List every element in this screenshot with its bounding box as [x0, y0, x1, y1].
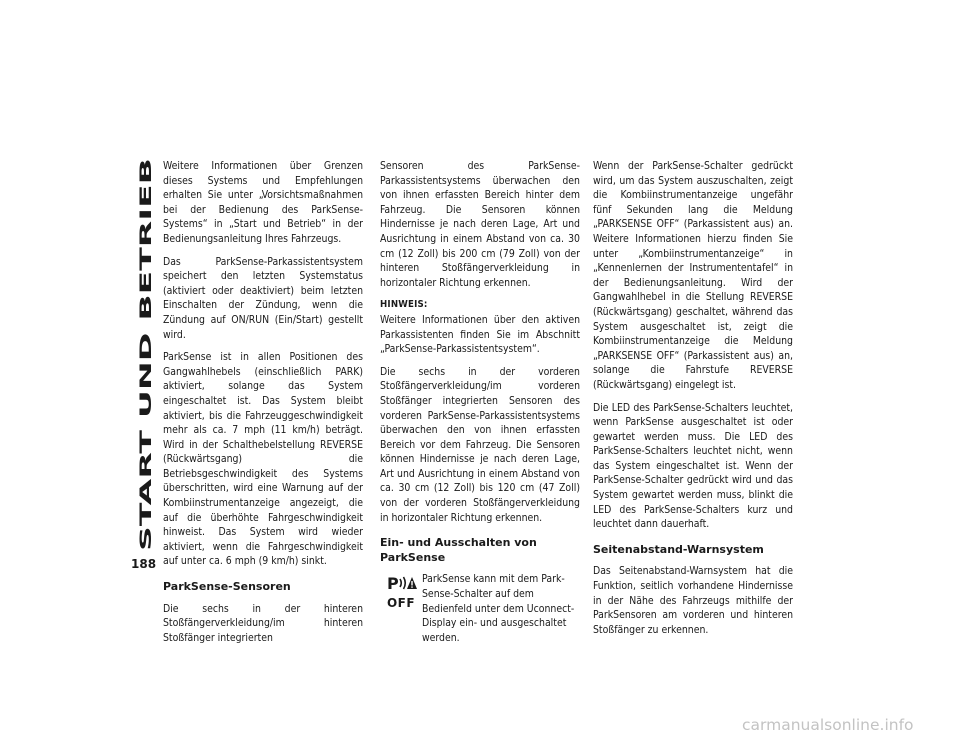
- paragraph: Die sechs in der vorderen Stoßfängerverkleidung/im vorderen Stoßfänger integrierten Sensoren des vorderen ParkSense-Parkassistentsystems überwachen den von ihnen erfassten Bereich vor dem Fahrzeug. Die Sensoren können Hindernisse je nach deren Lage, Art und Ausrichtung in einem Abstand von ca. 30 cm (12 Zoll) bis 120 cm (47 Zoll) von der vorderen Stoßfängerverkleidung in horizontaler Richtung erkennen.: [380, 365, 580, 524]
- paragraph: Sensoren des ParkSense-Parkassistentsystems überwachen den von ihnen erfassten Bereich hinter dem Fahrzeug. Die Sensoren können Hindernisse je nach deren Lage, Art und Ausrichtung in einem Abstand von ca. 30 cm (12 Zoll) bis 200 cm (79 Zoll) von der hinteren Stoßfängerverkleidung in horizontaler Richtung erkennen.: [380, 160, 580, 289]
- side-title-text: START UND BETRIEB: [137, 373, 155, 551]
- note: [380, 298, 580, 356]
- off-label: OFF: [386, 596, 416, 611]
- paragraph: ParkSense kann mit dem Park-Sense-Schalter auf dem Bedienfeld unter dem Uconnect-Display ein- und ausgeschaltet werden.: [422, 573, 575, 644]
- svg-text:P: P: [387, 574, 399, 593]
- column-3: [593, 159, 793, 645]
- page-number: 188: [131, 557, 157, 571]
- paragraph: ParkSense ist in allen Positionen des Gangwahlhebels (einschließlich PARK) aktiviert, solange das System eingeschaltet ist. Das System bleibt aktiviert, bis die Fahrzeuggeschwindigkeit mehr als ca. 7 mph (11 km/h) beträgt. Wird in der Schalthebelstellung REVERSE (Rückwärtsgang) die Betriebsgeschwindigkeit des Systems überschritten, wird eine Warnung auf der Kombiinstrumentanzeige angezeigt, die auf die überhöhte Fahrgeschwindigkeit hinweist. Das System wird wieder aktiviert, wenn die Fahrgeschwindigkeit auf unter ca. 6 mph (9 km/h) sinkt.: [163, 351, 363, 568]
- paragraph: Das ParkSense-Parkassistentsystem speichert den letzten Systemstatus (aktiviert oder deaktiviert) beim letzten Einschalten der Zündung, wenn die Zündung auf ON/RUN (Ein/Start) gestellt wird.: [163, 255, 363, 341]
- parksense-off-icon: [380, 572, 422, 610]
- column-1: [163, 159, 363, 653]
- paragraph: Weitere Informationen über Grenzen dieses Systems und Empfehlungen erhalten Sie unter „Vorsichtsmaßnahmen bei der Bedienung des ParkSense-Systems“ in „Start und Betrieb“ in der Bedienungsanleitung Ihres Fahrzeugs.: [163, 160, 363, 245]
- watermark: carmanualsonline.info: [742, 716, 914, 734]
- section-side-title: [133, 158, 157, 553]
- note-text: Weitere Informationen über den aktiven Parkassistenten finden Sie im Abschnitt „ParkSense-Parkassistentsystem“.: [380, 313, 580, 356]
- section-heading: Ein- und Ausschalten von ParkSense: [380, 536, 537, 564]
- section-heading: ParkSense-Sensoren: [163, 580, 291, 594]
- paragraph: Wenn der ParkSense-Schalter gedrückt wird, um das System auszuschalten, zeigt die Kombiinstrumentanzeige ungefähr fünf Sekunden lang die Meldung „PARKSENSE OFF“ (Parkassistent aus) an. Weitere Informationen hierzu finden Sie unter „Kombiinstrumentanzeige“ in „Kennenlernen der Instrumententafel“ in der Bedienungsanleitung. Wird der Gangwahlhebel in die Stellung REVERSE (Rückwärtsgang) geschaltet, während das System ausgeschaltet ist, zeigt die Kombiinstrumentanzeige die Meldung „PARKSENSE OFF“ (Parkassistent aus) an, solange die Fahrstufe REVERSE (Rückwärtsgang) eingelegt ist.: [593, 160, 793, 391]
- paragraph: Das Seitenabstand-Warnsystem hat die Funktion, seitlich vorhandene Hindernisse in der Nähe des Fahrzeugs mithilfe der ParkSensoren am vorderen und hinteren Stoßfänger zu erkennen.: [593, 565, 793, 636]
- section-heading: Seitenabstand-Warnsystem: [593, 542, 764, 556]
- parksense-switch-row: [380, 572, 580, 645]
- paragraph: Die LED des ParkSense-Schalters leuchtet, wenn ParkSense ausgeschaltet ist oder gewartet werden muss. Die LED des ParkSense-Schalters leuchtet nicht, wenn das System eingeschaltet ist. Wenn der ParkSense-Schalter gedrückt wird und das System gewartet werden muss, blinkt die LED des ParkSense-Schalters kurz und leuchtet dann dauerhaft.: [593, 401, 793, 531]
- note-label: HINWEIS:: [380, 299, 428, 311]
- column-2: [380, 159, 580, 645]
- parksense-symbol-icon: [384, 574, 418, 592]
- paragraph: Die sechs in der hinteren Stoßfängerverkleidung/im hinteren Stoßfänger integrierten: [163, 602, 363, 644]
